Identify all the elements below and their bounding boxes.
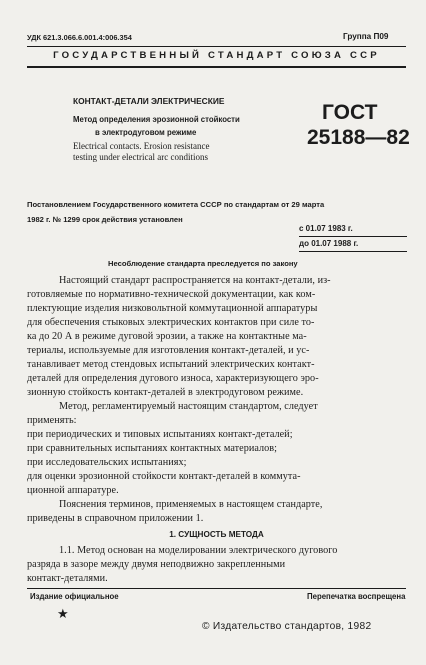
apply-item: для оценки эрозионной стойкости контакт-деталей в коммута- (27, 471, 301, 482)
copyright-notice: © Издательство стандартов, 1982 (202, 621, 372, 632)
footer-rule (27, 588, 406, 589)
terms-line: Пояснения терминов, применяемых в настоящем стандарте, (59, 499, 323, 510)
effective-from: с 01.07 1983 г. (299, 224, 353, 233)
method-line: применять: (27, 415, 77, 426)
intro-line: готовляемые по нормативно-технической документации, как ком- (27, 289, 316, 300)
intro-line: териалы, используемые для изготовления контакт-деталей, и ус- (27, 345, 310, 356)
reprint-prohibited: Перепечатка воспрещена (307, 592, 406, 601)
effective-from-underline (299, 236, 407, 237)
intro-line: деталей для определения дугового износа, характеризующего эро- (27, 373, 319, 384)
standard-subtitle-line2: в электродуговом режиме (95, 128, 197, 137)
banner-top-rule (27, 46, 406, 47)
english-title-line2: testing under electrical arc conditions (73, 152, 208, 162)
gost-number: 25188—82 (307, 126, 410, 149)
intro-line: для обеспечения стыковых электрических контактов при силе то- (27, 317, 315, 328)
group-code: Группа П09 (343, 32, 389, 41)
gost-label: ГОСТ (322, 101, 378, 124)
intro-line: зионную стойкость контакт-деталей в электродуговом режиме. (27, 387, 304, 398)
apply-item: при сравнительных испытаниях контактных материалов; (27, 443, 278, 454)
legal-warning: Несоблюдение стандарта преследуется по закону (108, 259, 298, 268)
intro-line: плектующие изделия низковольтной коммутационной аппаратуры (27, 303, 318, 314)
decree-line1: Постановлением Государственного комитета СССР по стандартам от 29 марта (27, 200, 325, 209)
section-line: разряда в зазоре между двумя неподвижно закрепленными (27, 559, 286, 570)
standard-subtitle-line1: Метод определения эрозионной стойкости (73, 115, 240, 124)
decree-line2: 1982 г. № 1299 срок действия установлен (27, 215, 183, 224)
method-line: Метод, регламентируемый настоящим стандартом, следует (59, 401, 318, 412)
official-edition: Издание официальное (30, 592, 119, 601)
terms-line: приведены в справочном приложении 1. (27, 513, 204, 524)
section-line: 1.1. Метод основан на моделировании электрического дугового (59, 545, 338, 556)
intro-line: танавливает метод стендовых испытаний электрических контакт- (27, 359, 315, 370)
star-icon: ★ (57, 606, 69, 621)
standard-title: КОНТАКТ-ДЕТАЛИ ЭЛЕКТРИЧЕСКИЕ (73, 96, 225, 106)
english-title-line1: Electrical contacts. Erosion resistance (73, 141, 210, 151)
section-heading: 1. СУЩНОСТЬ МЕТОДА (169, 530, 264, 539)
state-standard-banner: ГОСУДАРСТВЕННЫЙ СТАНДАРТ СОЮЗА ССР (53, 50, 380, 61)
udk-code: УДК 621.3.066.6.001.4:006.354 (27, 33, 132, 42)
effective-to-underline (299, 251, 407, 252)
effective-to: до 01.07 1988 г. (299, 239, 359, 248)
intro-line: ка до 20 А в режиме дуговой эрозии, а также на контактные ма- (27, 331, 307, 342)
apply-item: при периодических и типовых испытаниях контакт-деталей; (27, 429, 293, 440)
section-line: контакт-деталями. (27, 573, 108, 584)
apply-item: ционной аппаратуре. (27, 485, 119, 496)
apply-item: при исследовательских испытаниях; (27, 457, 187, 468)
intro-line: Настоящий стандарт распространяется на контакт-детали, из- (59, 275, 331, 286)
banner-bottom-rule (27, 66, 406, 68)
